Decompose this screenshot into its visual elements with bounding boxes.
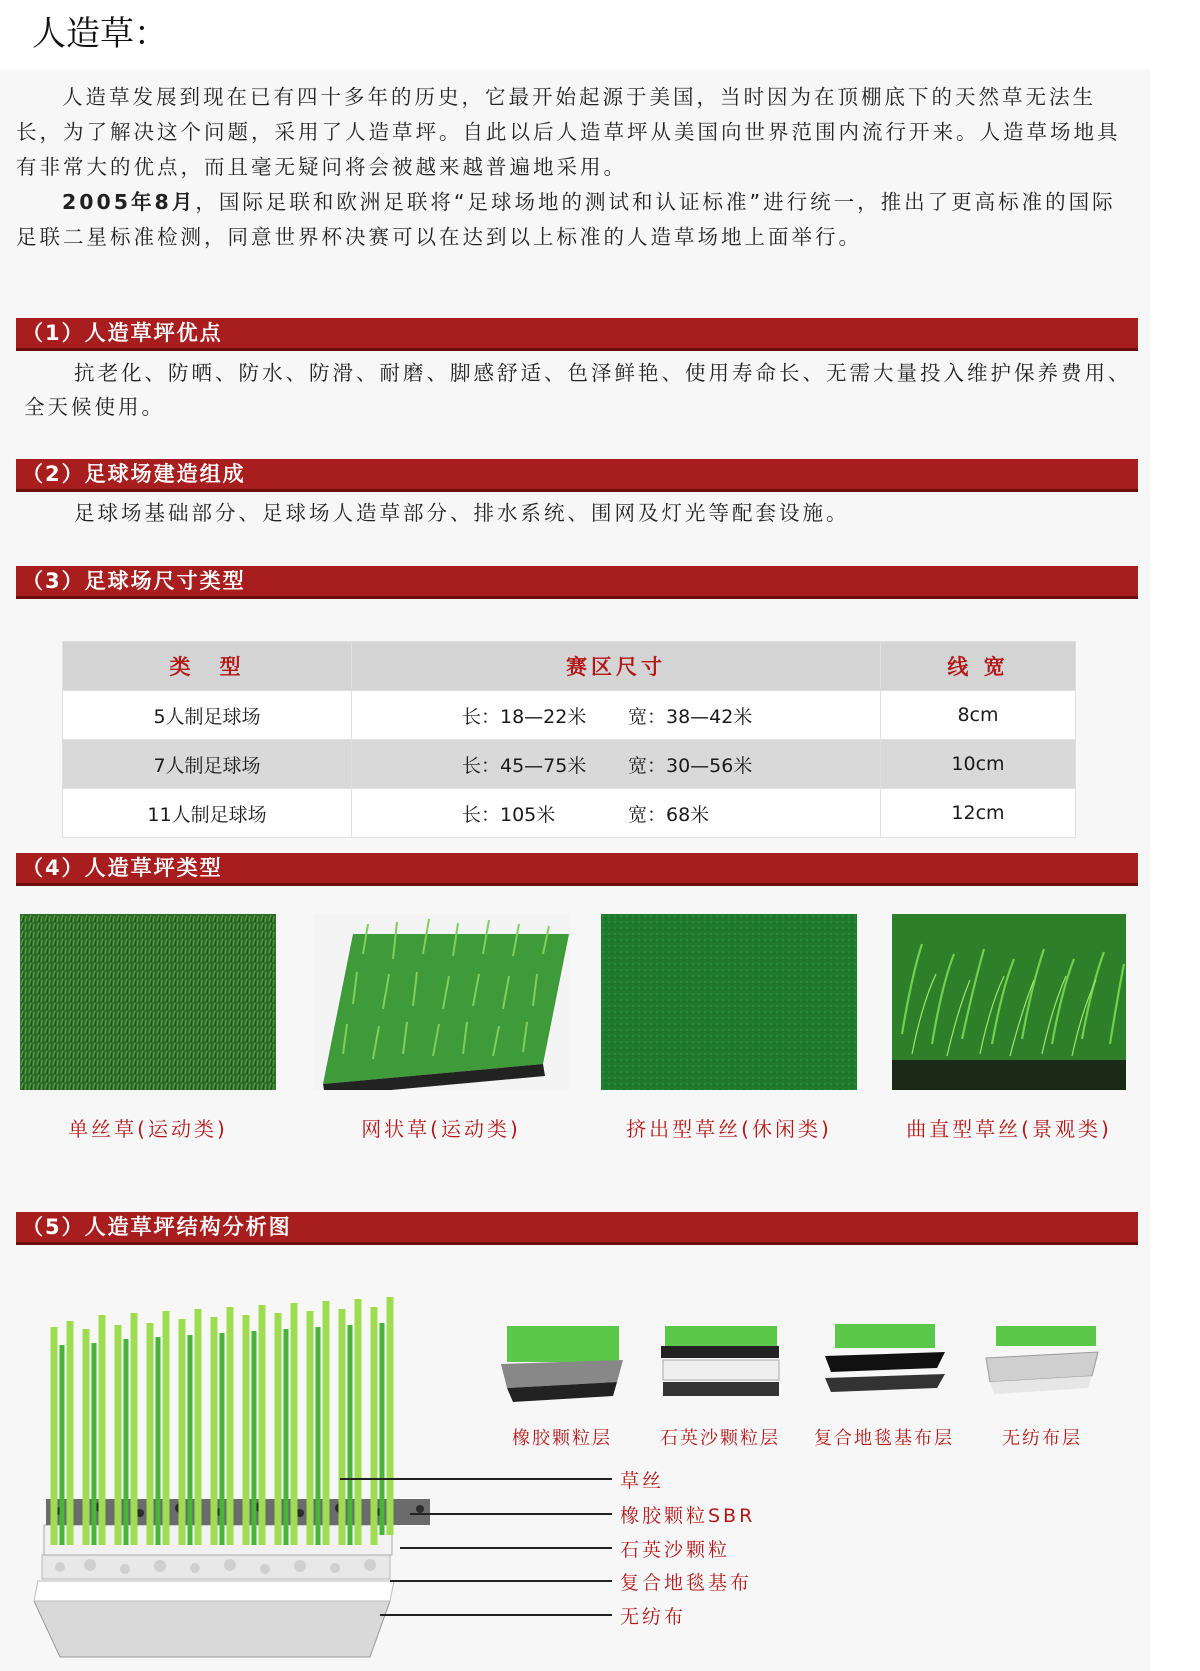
cell-line-width: 10cm (881, 740, 1076, 789)
cell-dimensions (352, 740, 881, 789)
section-2-paragraph: 足球场基础部分、足球场人造草部分、排水系统、围网及灯光等配套设施。 (74, 501, 850, 525)
intro-paragraph-2 (16, 185, 1136, 255)
cell-width: 宽：38—42米 (628, 705, 753, 728)
section-5-heading: （5）人造草坪结构分析图 (16, 1212, 1138, 1242)
section-1-text (24, 356, 1144, 424)
cell-type: 5人制足球场 (63, 691, 352, 740)
leader-line-nonwoven (380, 1614, 612, 1616)
cell-width: 宽：30—56米 (628, 754, 753, 777)
cell-length: 长：18—22米 (462, 705, 587, 728)
field-size-table (62, 641, 1076, 838)
structure-label-nonwoven: 无纺布 (620, 1606, 687, 1628)
structure-label-rubber: 橡胶颗粒SBR (620, 1505, 756, 1527)
cell-length: 长：45—75米 (462, 754, 587, 777)
turf-structure-diagram (30, 1285, 430, 1665)
header-type: 类 型 (63, 642, 352, 691)
intro-paragraph-1: 人造草发展到现在已有四十多年的历史，它最开始起源于美国，当时因为在顶棚底下的天然草无法生长，为了解决这个问题，采用了人造草坪。自此以后人造草坪从美国向世界范围内流行开来。人造草场地具有非常大的优点，而且毫无疑问将会被越来越普遍地采用。 (16, 85, 1121, 179)
structure-label-quartz: 石英沙颗粒 (620, 1539, 731, 1561)
intro-text (16, 80, 1136, 255)
section-4-heading: （4）人造草坪类型 (16, 853, 1138, 883)
turf-caption-monofilament: 单丝草(运动类) (68, 1117, 228, 1141)
section-2-text (24, 496, 1144, 530)
layer-sample-backing (819, 1322, 949, 1404)
leader-line-rubber (410, 1513, 612, 1515)
turf-caption-extruded: 挤出型草丝(休闲类) (626, 1117, 832, 1141)
cell-type: 11人制足球场 (63, 789, 352, 838)
section-2-heading: （2）足球场建造组成 (16, 459, 1138, 489)
header-line-width: 线 宽 (881, 642, 1076, 691)
layer-sample-nonwoven (980, 1322, 1104, 1404)
table-row (63, 691, 1076, 740)
layer-sample-rubber (497, 1322, 627, 1404)
leader-line-fiber (340, 1478, 612, 1480)
section-3-heading: （3）足球场尺寸类型 (16, 566, 1138, 596)
cell-line-width: 8cm (881, 691, 1076, 740)
cell-width: 宽：68米 (628, 803, 710, 826)
turf-caption-curly: 曲直型草丝(景观类) (906, 1117, 1112, 1141)
page-title: 人造草： (32, 14, 168, 54)
intro-date: 2005年8月 (62, 190, 196, 214)
leader-line-quartz (400, 1547, 612, 1549)
section-1-paragraph: 抗老化、防晒、防水、防滑、耐磨、脚感舒适、色泽鲜艳、使用寿命长、无需大量投入维护保养费用、全天候使用。 (24, 361, 1132, 419)
table-row (63, 789, 1076, 838)
cell-line-width: 12cm (881, 789, 1076, 838)
turf-photo-curly (892, 914, 1126, 1090)
leader-line-backing (390, 1580, 612, 1582)
cell-length: 长：105米 (462, 803, 556, 826)
cell-dimensions (352, 691, 881, 740)
layer-caption-rubber: 橡胶颗粒层 (512, 1428, 612, 1449)
table-header-row (63, 642, 1076, 691)
structure-label-backing: 复合地毯基布 (620, 1572, 753, 1594)
turf-caption-mesh: 网状草(运动类) (361, 1117, 521, 1141)
layer-caption-backing: 复合地毯基布层 (814, 1428, 954, 1449)
turf-photo-extruded (601, 914, 857, 1090)
cell-dimensions (352, 789, 881, 838)
structure-label-fiber: 草丝 (620, 1470, 665, 1492)
layer-sample-quartz (655, 1322, 785, 1404)
cell-type: 7人制足球场 (63, 740, 352, 789)
turf-photo-mesh (313, 914, 569, 1090)
table-row (63, 740, 1076, 789)
layer-caption-nonwoven: 无纺布层 (1002, 1428, 1082, 1449)
intro-paragraph-2-rest: ，国际足联和欧洲足联将“足球场地的测试和认证标准”进行统一，推出了更高标准的国际足联二星标准检测，同意世界杯决赛可以在达到以上标准的人造草场地上面举行。 (16, 190, 1116, 249)
section-1-heading: （1）人造草坪优点 (16, 318, 1138, 348)
turf-photo-monofilament (20, 914, 276, 1090)
header-dimensions: 赛区尺寸 (352, 642, 881, 691)
layer-caption-quartz: 石英沙颗粒层 (660, 1428, 780, 1449)
